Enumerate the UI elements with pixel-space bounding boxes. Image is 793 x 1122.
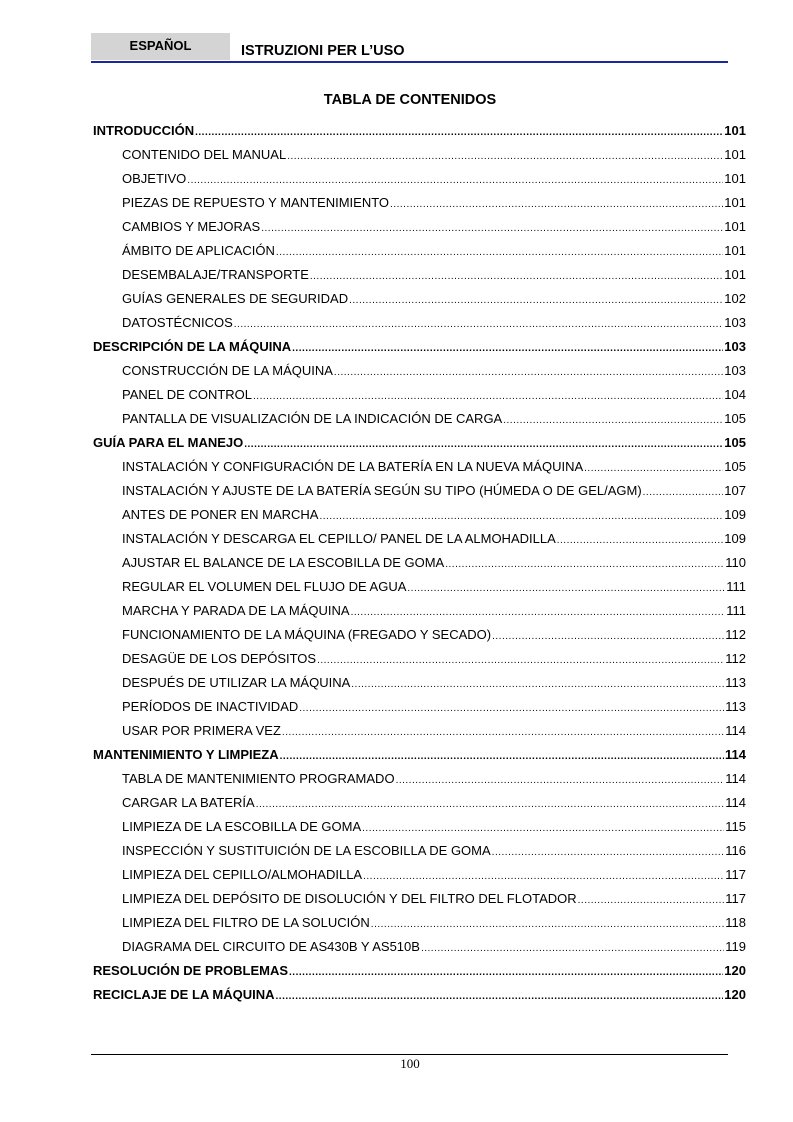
toc-entry-page: 109 xyxy=(724,507,746,522)
toc-subsection-entry[interactable] xyxy=(93,575,746,599)
toc-entry-page: 103 xyxy=(724,315,746,330)
toc-subsection-entry[interactable] xyxy=(93,623,746,647)
toc-subsection-entry[interactable] xyxy=(93,215,746,239)
toc-subsection-entry[interactable] xyxy=(93,863,746,887)
toc-entry-page: 112 xyxy=(725,627,746,642)
toc-entry-page: 116 xyxy=(725,843,746,858)
toc-entry-title: LIMPIEZA DEL DEPÓSITO DE DISOLUCIÓN Y DEL FILTRO DEL FLOTADOR xyxy=(122,891,577,906)
dot-leader xyxy=(578,887,725,913)
toc-subsection-entry[interactable] xyxy=(93,503,746,527)
toc-entry-title: DATOSTÉCNICOS xyxy=(122,315,233,330)
toc-entry-title: DESCRIPCIÓN DE LA MÁQUINA xyxy=(93,339,292,354)
dot-leader xyxy=(276,983,724,1009)
footer-rule xyxy=(91,1054,728,1055)
table-of-contents xyxy=(93,119,746,1007)
dot-leader xyxy=(299,695,724,721)
toc-subsection-entry[interactable] xyxy=(93,695,746,719)
toc-entry-title: INSTALACIÓN Y AJUSTE DE LA BATERÍA SEGÚN SU TIPO (HÚMEDA O DE GEL/AGM) xyxy=(122,483,642,498)
dot-leader xyxy=(349,287,723,313)
toc-entry-title: INSTALACIÓN Y CONFIGURACIÓN DE LA BATERÍA EN LA NUEVA MÁQUINA xyxy=(122,459,584,474)
dot-leader xyxy=(319,503,723,529)
toc-entry-page: 101 xyxy=(724,147,746,162)
toc-entry-page: 109 xyxy=(724,531,746,546)
dot-leader xyxy=(445,551,724,577)
toc-subsection-entry[interactable] xyxy=(93,455,746,479)
toc-entry-page: 101 xyxy=(724,171,746,186)
dot-leader xyxy=(253,383,723,409)
toc-heading: TABLA DE CONTENIDOS xyxy=(323,92,497,108)
toc-entry-title: GUÍA PARA EL MANEJO xyxy=(93,435,244,450)
toc-entry-page: 107 xyxy=(724,483,746,498)
toc-entry-title: CONTENIDO DEL MANUAL xyxy=(122,147,287,162)
toc-entry-title: RECICLAJE DE LA MÁQUINA xyxy=(93,987,275,1002)
dot-leader xyxy=(421,935,724,961)
toc-subsection-entry[interactable] xyxy=(93,719,746,743)
dot-leader xyxy=(351,671,724,697)
toc-subsection-entry[interactable] xyxy=(93,383,746,407)
toc-entry-title: LIMPIEZA DEL FILTRO DE LA SOLUCIÓN xyxy=(122,915,370,930)
dot-leader xyxy=(390,191,723,217)
toc-section-entry[interactable] xyxy=(93,743,746,767)
toc-subsection-entry[interactable] xyxy=(93,479,746,503)
dot-leader xyxy=(187,167,723,193)
toc-entry-title: ANTES DE PONER EN MARCHA xyxy=(122,507,319,522)
toc-entry-page: 114 xyxy=(725,795,746,810)
dot-leader xyxy=(363,863,724,889)
language-tab: ESPAÑOL xyxy=(91,33,230,60)
toc-subsection-entry[interactable] xyxy=(93,239,746,263)
toc-entry-page: 102 xyxy=(724,291,746,306)
toc-entry-page: 101 xyxy=(724,123,746,138)
toc-entry-title: INSTALACIÓN Y DESCARGA EL CEPILLO/ PANEL DE LA ALMOHADILLA xyxy=(122,531,556,546)
dot-leader xyxy=(292,335,723,361)
dot-leader xyxy=(334,359,723,385)
dot-leader xyxy=(492,623,724,649)
toc-section-entry[interactable] xyxy=(93,959,746,983)
toc-subsection-entry[interactable] xyxy=(93,143,746,167)
toc-subsection-entry[interactable] xyxy=(93,671,746,695)
toc-entry-title: DESEMBALAJE/TRANSPORTE xyxy=(122,267,309,282)
toc-subsection-entry[interactable] xyxy=(93,815,746,839)
dot-leader xyxy=(234,311,724,337)
dot-leader xyxy=(643,479,724,505)
toc-entry-title: INTRODUCCIÓN xyxy=(93,123,195,138)
dot-leader xyxy=(407,575,725,601)
toc-entry-page: 113 xyxy=(725,699,746,714)
dot-leader xyxy=(396,767,725,793)
dot-leader xyxy=(371,911,724,937)
dot-leader xyxy=(310,263,723,289)
toc-entry-title: GUÍAS GENERALES DE SEGURIDAD xyxy=(122,291,349,306)
toc-entry-title: USAR POR PRIMERA VEZ xyxy=(122,723,281,738)
toc-entry-title: TABLA DE MANTENIMIENTO PROGRAMADO xyxy=(122,771,395,786)
toc-section-entry[interactable] xyxy=(93,119,746,143)
toc-entry-page: 103 xyxy=(724,363,746,378)
toc-subsection-entry[interactable] xyxy=(93,839,746,863)
toc-entry-page: 111 xyxy=(726,579,746,594)
toc-entry-page: 105 xyxy=(724,459,746,474)
dot-leader xyxy=(584,455,723,481)
toc-entry-page: 117 xyxy=(725,891,746,906)
toc-entry-page: 114 xyxy=(725,747,746,762)
toc-entry-title: CARGAR LA BATERÍA xyxy=(122,795,255,810)
toc-entry-title: CAMBIOS Y MEJORAS xyxy=(122,219,261,234)
toc-entry-title: REGULAR EL VOLUMEN DEL FLUJO DE AGUA xyxy=(122,579,407,594)
dot-leader xyxy=(289,959,723,985)
dot-leader xyxy=(282,719,724,745)
toc-section-entry[interactable] xyxy=(93,335,746,359)
dot-leader xyxy=(557,527,724,553)
dot-leader xyxy=(503,407,723,433)
toc-entry-page: 101 xyxy=(724,243,746,258)
toc-entry-title: PANTALLA DE VISUALIZACIÓN DE LA INDICACIÓN DE CARGA xyxy=(122,411,503,426)
manual-title: ISTRUZIONI PER L’USO xyxy=(241,43,405,59)
toc-subsection-entry[interactable] xyxy=(93,551,746,575)
dot-leader xyxy=(362,815,724,841)
toc-subsection-entry[interactable] xyxy=(93,191,746,215)
toc-entry-title: FUNCIONAMIENTO DE LA MÁQUINA (FREGADO Y SECADO) xyxy=(122,627,492,642)
dot-leader xyxy=(256,791,725,817)
toc-subsection-entry[interactable] xyxy=(93,791,746,815)
toc-entry-page: 119 xyxy=(725,939,746,954)
toc-subsection-entry[interactable] xyxy=(93,527,746,551)
toc-subsection-entry[interactable] xyxy=(93,647,746,671)
dot-leader xyxy=(195,119,723,145)
toc-entry-page: 114 xyxy=(725,771,746,786)
toc-entry-page: 113 xyxy=(725,675,746,690)
toc-entry-page: 110 xyxy=(725,555,746,570)
dot-leader xyxy=(244,431,723,457)
toc-subsection-entry[interactable] xyxy=(93,263,746,287)
toc-entry-title: MANTENIMIENTO Y LIMPIEZA xyxy=(93,747,279,762)
toc-entry-title: MARCHA Y PARADA DE LA MÁQUINA xyxy=(122,603,350,618)
dot-leader xyxy=(351,599,726,625)
toc-entry-title: DESPUÉS DE UTILIZAR LA MÁQUINA xyxy=(122,675,351,690)
toc-subsection-entry[interactable] xyxy=(93,599,746,623)
toc-subsection-entry[interactable] xyxy=(93,287,746,311)
toc-entry-page: 115 xyxy=(725,819,746,834)
page-number: 100 xyxy=(400,1056,420,1071)
toc-entry-page: 101 xyxy=(724,195,746,210)
dot-leader xyxy=(317,647,724,673)
toc-entry-page: 120 xyxy=(724,963,746,978)
toc-entry-title: DIAGRAMA DEL CIRCUITO DE AS430B Y AS510B xyxy=(122,939,420,954)
toc-entry-title: RESOLUCIÓN DE PROBLEMAS xyxy=(93,963,289,978)
toc-entry-title: PERÍODOS DE INACTIVIDAD xyxy=(122,699,299,714)
toc-subsection-entry[interactable] xyxy=(93,935,746,959)
toc-entry-page: 104 xyxy=(724,387,746,402)
toc-subsection-entry[interactable] xyxy=(93,407,746,431)
toc-subsection-entry[interactable] xyxy=(93,767,746,791)
toc-entry-title: LIMPIEZA DEL CEPILLO/ALMOHADILLA xyxy=(122,867,363,882)
header-rule xyxy=(91,61,728,63)
toc-entry-page: 117 xyxy=(725,867,746,882)
dot-leader xyxy=(276,239,723,265)
toc-entry-page: 101 xyxy=(724,219,746,234)
toc-entry-page: 111 xyxy=(726,603,746,618)
toc-entry-page: 105 xyxy=(724,411,746,426)
dot-leader xyxy=(280,743,724,769)
toc-entry-title: LIMPIEZA DE LA ESCOBILLA DE GOMA xyxy=(122,819,362,834)
toc-section-entry[interactable] xyxy=(93,431,746,455)
toc-subsection-entry[interactable] xyxy=(93,359,746,383)
toc-entry-title: CONSTRUCCIÓN DE LA MÁQUINA xyxy=(122,363,333,378)
toc-entry-page: 112 xyxy=(725,651,746,666)
toc-entry-page: 101 xyxy=(724,267,746,282)
toc-entry-page: 105 xyxy=(724,435,746,450)
dot-leader xyxy=(287,143,723,169)
toc-entry-title: PIEZAS DE REPUESTO Y MANTENIMIENTO xyxy=(122,195,390,210)
toc-entry-page: 120 xyxy=(724,987,746,1002)
toc-subsection-entry[interactable] xyxy=(93,887,746,911)
toc-subsection-entry[interactable] xyxy=(93,167,746,191)
toc-entry-title: ÁMBITO DE APLICACIÓN xyxy=(122,243,275,258)
toc-entry-title: AJUSTAR EL BALANCE DE LA ESCOBILLA DE GOMA xyxy=(122,555,445,570)
toc-entry-title: INSPECCIÓN Y SUSTITUICIÓN DE LA ESCOBILLA DE GOMA xyxy=(122,843,491,858)
toc-entry-title: PANEL DE CONTROL xyxy=(122,387,253,402)
toc-subsection-entry[interactable] xyxy=(93,311,746,335)
toc-section-entry[interactable] xyxy=(93,983,746,1007)
toc-entry-page: 103 xyxy=(724,339,746,354)
toc-entry-page: 118 xyxy=(725,915,746,930)
toc-entry-title: DESAGÜE DE LOS DEPÓSITOS xyxy=(122,651,317,666)
toc-entry-title: OBJETIVO xyxy=(122,171,187,186)
toc-entry-page: 114 xyxy=(725,723,746,738)
dot-leader xyxy=(261,215,723,241)
dot-leader xyxy=(492,839,725,865)
toc-subsection-entry[interactable] xyxy=(93,911,746,935)
